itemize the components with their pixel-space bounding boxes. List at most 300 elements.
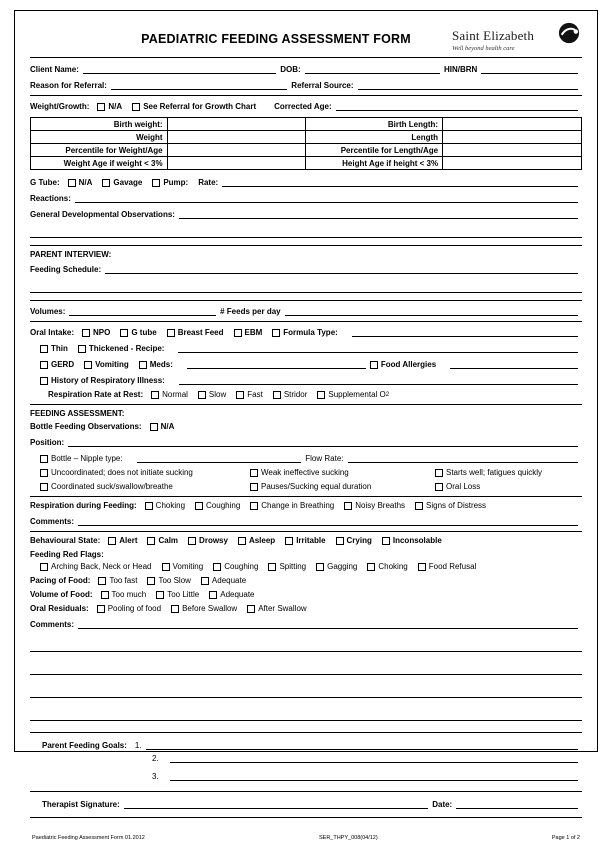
checkbox-icon[interactable] [84, 361, 92, 369]
logo-name: Saint Elizabeth [452, 28, 535, 43]
behav-crying-checkbox[interactable] [336, 536, 372, 545]
resp-coughing-checkbox[interactable] [195, 501, 240, 510]
checkbox-icon[interactable] [156, 591, 164, 599]
checkbox-icon[interactable] [40, 563, 48, 571]
meds-checkbox[interactable] [139, 360, 173, 369]
food-allergies-input[interactable] [450, 358, 578, 369]
history-resp-input[interactable] [179, 374, 578, 385]
pacing-too-fast-label: Too fast [109, 576, 138, 585]
pacing-row [30, 576, 582, 585]
vomiting-checkbox[interactable] [84, 360, 129, 369]
birth-length-label: Birth Length: [306, 118, 443, 131]
residual-after-swallow-checkbox[interactable] [247, 604, 306, 613]
referral-source-label: Referral Source: [291, 81, 354, 90]
feeding-schedule-input[interactable] [105, 263, 578, 274]
checkbox-icon[interactable] [139, 361, 147, 369]
birth-weight-label: Birth weight: [31, 118, 168, 131]
weak-sucking-label: Weak ineffective sucking [261, 468, 349, 477]
checkbox-icon[interactable] [150, 423, 158, 431]
checkbox-icon[interactable] [171, 605, 179, 613]
position-label: Position: [30, 438, 65, 447]
checkbox-icon[interactable] [120, 329, 128, 337]
checkbox-icon[interactable] [201, 577, 209, 585]
coordinated-label: Coordinated suck/swallow/breathe [51, 482, 173, 491]
reactions-row [30, 192, 582, 203]
resp-rate-row [48, 390, 582, 399]
comments-2-input[interactable] [78, 618, 578, 629]
percentile-weight-value[interactable] [167, 144, 306, 157]
behav-drowsy-label: Drowsy [199, 536, 228, 545]
checkbox-icon[interactable] [82, 329, 90, 337]
checkbox-icon[interactable] [147, 577, 155, 585]
gtube-na-label: N/A [78, 178, 93, 187]
birth-weight-value[interactable] [167, 118, 306, 131]
checkbox-icon[interactable] [40, 469, 48, 477]
checkbox-icon[interactable] [367, 563, 375, 571]
flag-coughing-checkbox[interactable] [213, 562, 258, 571]
comments-2-row [30, 618, 582, 629]
checkbox-icon[interactable] [145, 502, 153, 510]
checkbox-icon[interactable] [272, 329, 280, 337]
thickened-label: Thickened - Recipe: [88, 344, 165, 353]
flag-spitting-label: Spitting [279, 562, 307, 571]
checkbox-icon[interactable] [382, 537, 390, 545]
percentile-weight-label: Percentile for Weight/Age [31, 144, 168, 157]
checkbox-icon[interactable] [40, 361, 48, 369]
flag-spitting-checkbox[interactable] [268, 562, 306, 571]
fatigues-label: Starts well; fatigues quickly [446, 468, 543, 477]
gtube-gavage-checkbox[interactable] [102, 178, 142, 187]
gtube-pump-label: Pump: [163, 178, 189, 187]
gtube-label: G Tube: [30, 178, 60, 187]
thin-thickened-row [40, 342, 582, 353]
feeding-schedule-label: Feeding Schedule: [30, 265, 102, 274]
volume-adequate-label: Adequate [220, 590, 255, 599]
resp-rate-slow-label: Slow [208, 390, 227, 399]
growth-see-referral-label: See Referral for Growth Chart [143, 102, 257, 111]
bottle-nipple-label: Bottle – Nipple type: [51, 454, 123, 463]
checkbox-icon[interactable] [97, 605, 105, 613]
behav-calm-checkbox[interactable] [147, 536, 178, 545]
meds-input[interactable] [187, 358, 366, 369]
reactions-input[interactable] [75, 192, 578, 203]
gtube-gavage-label: Gavage [113, 178, 143, 187]
behav-calm-label: Calm [158, 536, 179, 545]
fatigues-checkbox[interactable] [435, 468, 542, 477]
behav-alert-label: Alert [119, 536, 138, 545]
client-name-label: Client Name: [30, 65, 79, 74]
uncoordinated-label: Uncoordinated; does not initiate sucking [51, 468, 193, 477]
oral-residuals-label: Oral Residuals: [30, 604, 89, 613]
organization-logo [452, 26, 582, 52]
thickened-checkbox[interactable] [78, 344, 165, 353]
goal-1-number: 1. [134, 741, 142, 750]
residual-before-swallow-label: Before Swallow [182, 604, 238, 613]
table-row [31, 157, 582, 170]
feeds-per-day-label: # Feeds per day [220, 307, 281, 316]
checkbox-icon[interactable] [268, 563, 276, 571]
thin-label: Thin [51, 344, 68, 353]
resp-during-label: Respiration during Feeding: [30, 501, 137, 510]
page-title: PAEDIATRIC FEEDING ASSESSMENT FORM [141, 32, 411, 46]
checkbox-icon[interactable] [40, 455, 48, 463]
footer-middle: SER_THPY_008(04/12) [318, 835, 378, 841]
checkbox-icon[interactable] [418, 563, 426, 571]
resp-rate-label: Respiration Rate at Rest: [48, 390, 144, 399]
bottle-nipple-input[interactable] [137, 452, 302, 463]
pauses-checkbox[interactable] [250, 482, 425, 491]
goal-2-input[interactable] [170, 752, 578, 763]
behavioural-state-label: Behavioural State: [30, 536, 101, 545]
gtube-row [30, 176, 582, 187]
bottle-obs-na-checkbox[interactable] [150, 422, 175, 431]
checkbox-icon[interactable] [209, 591, 217, 599]
parent-interview-title: PARENT INTERVIEW: [30, 250, 112, 259]
history-resp-checkbox[interactable] [40, 376, 165, 385]
flag-gagging-checkbox[interactable] [316, 562, 357, 571]
oral-loss-checkbox[interactable] [435, 482, 480, 491]
feeding-schedule-line-2[interactable] [30, 281, 582, 293]
divider-1 [30, 95, 582, 96]
hin-label: HIN/BRN [444, 65, 478, 74]
divider-7 [30, 531, 582, 532]
bottle-nipple-checkbox[interactable] [40, 454, 123, 463]
volume-too-much-label: Too much [111, 590, 147, 599]
resp-rate-fast-label: Fast [247, 390, 263, 399]
gtube-rate-label: Rate: [198, 178, 219, 187]
checkbox-icon[interactable] [198, 391, 206, 399]
oral-intake-ebm-label: EBM [244, 328, 263, 337]
comments-1-input[interactable] [78, 515, 578, 526]
checkbox-icon[interactable] [415, 502, 423, 510]
thickened-recipe-input[interactable] [178, 342, 578, 353]
flag-food-refusal-checkbox[interactable] [418, 562, 477, 571]
divider-4 [30, 321, 582, 322]
gtube-rate-input[interactable] [222, 176, 578, 187]
dob-label: DOB: [280, 65, 301, 74]
checkbox-icon[interactable] [97, 103, 105, 111]
position-input[interactable] [68, 436, 578, 447]
comments-line-3[interactable] [30, 686, 582, 698]
height-age-value[interactable] [443, 157, 582, 170]
date-label: Date: [432, 800, 453, 809]
behav-alert-checkbox[interactable] [108, 536, 137, 545]
checkbox-icon[interactable] [68, 179, 76, 187]
bottle-nipple-row [40, 452, 582, 463]
resp-rate-supplemental-sup: 2 [385, 391, 390, 398]
resp-rate-normal-label: Normal [162, 390, 188, 399]
history-resp-label: History of Respiratory Illness: [51, 376, 165, 385]
checkbox-icon[interactable] [316, 563, 324, 571]
volume-too-much-checkbox[interactable] [101, 590, 147, 599]
behav-inconsolable-checkbox[interactable] [382, 536, 442, 545]
comments-line-2[interactable] [30, 663, 582, 675]
checkbox-icon[interactable] [344, 502, 352, 510]
volumes-label: Volumes: [30, 307, 66, 316]
history-resp-row [40, 374, 582, 385]
flag-arching-checkbox[interactable] [40, 562, 152, 571]
behav-asleep-checkbox[interactable] [238, 536, 275, 545]
volumes-row [30, 305, 582, 316]
checkbox-icon[interactable] [98, 577, 106, 585]
general-dev-input[interactable] [179, 208, 578, 219]
flag-coughing-label: Coughing [224, 562, 259, 571]
reactions-label: Reactions: [30, 194, 71, 203]
reason-referral-label: Reason for Referral: [30, 81, 107, 90]
feeds-per-day-input[interactable] [285, 305, 578, 316]
comments-1-label: Comments: [30, 517, 75, 526]
flag-vomiting-checkbox[interactable] [162, 562, 204, 571]
flag-choking-label: Choking [378, 562, 408, 571]
oral-intake-npo-label: NPO [93, 328, 111, 337]
flow-rate-input[interactable] [348, 452, 579, 463]
growth-row [30, 100, 582, 111]
therapist-signature-label: Therapist Signature: [42, 800, 120, 809]
resp-coughing-label: Coughing [206, 501, 241, 510]
formula-type-checkbox[interactable] [272, 328, 338, 337]
weight-age-value[interactable] [167, 157, 306, 170]
gtube-pump-checkbox[interactable] [152, 178, 188, 187]
flag-vomiting-label: Vomiting [172, 562, 204, 571]
goals-row-1 [30, 739, 582, 750]
bottle-obs-row [30, 422, 582, 431]
behav-irritable-checkbox[interactable] [285, 536, 325, 545]
behav-drowsy-checkbox[interactable] [188, 536, 228, 545]
checkbox-icon[interactable] [167, 329, 175, 337]
checkbox-icon[interactable] [108, 537, 116, 545]
length-value[interactable] [443, 131, 582, 144]
referral-source-input[interactable] [358, 79, 578, 90]
divider-8 [30, 732, 582, 733]
red-flags-row [40, 562, 582, 571]
residual-before-swallow-checkbox[interactable] [171, 604, 237, 613]
checkbox-icon[interactable] [152, 179, 160, 187]
resp-choking-checkbox[interactable] [145, 501, 185, 510]
weight-label: Weight [31, 131, 168, 144]
residual-pooling-label: Pooling of food [107, 604, 162, 613]
resp-during-row [30, 501, 582, 510]
meds-label: Meds: [149, 360, 173, 369]
checkbox-icon[interactable] [234, 329, 242, 337]
logo-tagline: Well beyond health care [452, 45, 515, 52]
page-footer [30, 835, 582, 841]
checkbox-icon[interactable] [236, 391, 244, 399]
divider-9 [30, 791, 582, 792]
behav-crying-label: Crying [346, 536, 372, 545]
pacing-adequate-label: Adequate [211, 576, 247, 585]
dob-input[interactable] [305, 63, 440, 74]
footer-left: Paediatric Feeding Assessment Form 01.2012 [32, 835, 145, 841]
goal-1-input[interactable] [146, 739, 578, 750]
food-allergies-checkbox[interactable] [370, 360, 436, 369]
weight-value[interactable] [167, 131, 306, 144]
behav-inconsolable-label: Inconsolable [392, 536, 442, 545]
coordinated-checkbox[interactable] [40, 482, 240, 491]
client-name-row [30, 63, 582, 74]
oral-intake-ebm-checkbox[interactable] [234, 328, 263, 337]
checkbox-icon[interactable] [40, 377, 48, 385]
pacing-label: Pacing of Food: [30, 576, 91, 585]
checkbox-icon[interactable] [273, 391, 281, 399]
pauses-label: Pauses/Sucking equal duration [261, 482, 372, 491]
table-row [31, 118, 582, 131]
gerd-checkbox[interactable] [40, 360, 74, 369]
general-dev-line-2[interactable] [30, 226, 582, 238]
checkbox-icon[interactable] [40, 345, 48, 353]
resp-noisy-breaths-checkbox[interactable] [344, 501, 405, 510]
formula-type-label: Formula Type: [283, 328, 338, 337]
referral-row [30, 79, 582, 90]
divider-2 [30, 245, 582, 246]
checkbox-icon[interactable] [238, 537, 246, 545]
position-row [30, 436, 582, 447]
checkbox-icon[interactable] [370, 361, 378, 369]
formula-type-input[interactable] [352, 326, 578, 337]
bottle-obs-label: Bottle Feeding Observations: [30, 422, 142, 431]
oral-intake-row [30, 326, 582, 337]
comments-2-label: Comments: [30, 620, 75, 629]
flag-choking-checkbox[interactable] [367, 562, 407, 571]
growth-na-checkbox[interactable] [97, 102, 122, 111]
oral-intake-breast-checkbox[interactable] [167, 328, 224, 337]
percentile-length-value[interactable] [443, 144, 582, 157]
checkbox-icon[interactable] [247, 605, 255, 613]
checkbox-icon[interactable] [250, 502, 258, 510]
checkbox-icon[interactable] [250, 483, 258, 491]
uncoordinated-checkbox[interactable] [40, 468, 240, 477]
general-dev-label: General Developmental Observations: [30, 210, 175, 219]
checkbox-icon[interactable] [336, 537, 344, 545]
gerd-label: GERD [51, 360, 75, 369]
client-name-input[interactable] [83, 63, 276, 74]
checkbox-icon[interactable] [78, 345, 86, 353]
checkbox-icon[interactable] [213, 563, 221, 571]
oral-residuals-row [30, 604, 582, 613]
table-row [31, 131, 582, 144]
vomiting-label: Vomiting [95, 360, 129, 369]
resp-rate-normal-checkbox[interactable] [151, 390, 188, 399]
checkbox-icon[interactable] [435, 469, 443, 477]
growth-table [30, 117, 582, 170]
flag-food-refusal-label: Food Refusal [428, 562, 477, 571]
resp-change-breathing-checkbox[interactable] [250, 501, 334, 510]
checkbox-icon[interactable] [285, 537, 293, 545]
resp-rate-stridor-checkbox[interactable] [273, 390, 308, 399]
footer-right: Page 1 of 2 [551, 835, 580, 841]
comments-line-1[interactable] [30, 640, 582, 652]
checkbox-icon[interactable] [195, 502, 203, 510]
goal-2-number: 2. [152, 754, 159, 763]
length-label: Length [306, 131, 443, 144]
checkbox-icon[interactable] [162, 563, 170, 571]
volume-adequate-checkbox[interactable] [209, 590, 254, 599]
oral-intake-label: Oral Intake: [30, 328, 75, 337]
thin-checkbox[interactable] [40, 344, 68, 353]
swoosh-icon [558, 22, 580, 44]
checkbox-icon[interactable] [40, 483, 48, 491]
resp-change-breathing-label: Change in Breathing [261, 501, 335, 510]
footer-divider [30, 817, 582, 818]
feeding-schedule-row [30, 263, 582, 274]
height-age-label: Height Age if height < 3% [306, 157, 443, 170]
form-header [30, 20, 582, 54]
pacing-too-slow-label: Too Slow [158, 576, 191, 585]
resp-rate-supplemental-checkbox[interactable] [317, 390, 389, 399]
behav-asleep-label: Asleep [248, 536, 276, 545]
resp-rate-slow-checkbox[interactable] [198, 390, 226, 399]
birth-length-value[interactable] [443, 118, 582, 131]
weak-sucking-checkbox[interactable] [250, 468, 425, 477]
goals-label: Parent Feeding Goals: [42, 741, 127, 750]
oral-intake-breast-label: Breast Feed [177, 328, 224, 337]
feeding-assessment-title: FEEDING ASSESSMENT: [30, 409, 125, 418]
corrected-age-label: Corrected Age: [274, 102, 332, 111]
corrected-age-input[interactable] [336, 100, 578, 111]
oral-intake-gtube-label: G tube [131, 328, 157, 337]
volume-label: Volume of Food: [30, 590, 93, 599]
residual-pooling-checkbox[interactable] [97, 604, 161, 613]
red-flags-title: Feeding Red Flags: [30, 550, 104, 559]
goal-3-input[interactable] [170, 770, 578, 781]
volumes-input[interactable] [69, 305, 216, 316]
divider-5 [30, 404, 582, 405]
checkbox-icon[interactable] [317, 391, 325, 399]
resp-distress-checkbox[interactable] [415, 501, 486, 510]
goals-row-3 [30, 770, 582, 781]
oral-intake-gtube-checkbox[interactable] [120, 328, 156, 337]
resp-rate-fast-checkbox[interactable] [236, 390, 263, 399]
growth-see-referral-checkbox[interactable] [132, 102, 256, 111]
suck-options-row-1 [40, 468, 582, 477]
therapist-signature-input[interactable] [124, 798, 428, 809]
date-input[interactable] [456, 798, 578, 809]
comments-1-row [30, 515, 582, 526]
gerd-row [40, 358, 582, 369]
divider-3 [30, 300, 582, 301]
volume-too-little-checkbox[interactable] [156, 590, 199, 599]
pacing-too-fast-checkbox[interactable] [98, 576, 137, 585]
checkbox-icon[interactable] [102, 179, 110, 187]
table-row [31, 144, 582, 157]
reason-referral-input[interactable] [111, 79, 287, 90]
volume-too-little-label: Too Little [167, 590, 200, 599]
hin-input[interactable] [481, 63, 578, 74]
divider-6 [30, 496, 582, 497]
resp-noisy-breaths-label: Noisy Breaths [355, 501, 406, 510]
checkbox-icon[interactable] [151, 391, 159, 399]
gtube-na-checkbox[interactable] [68, 178, 93, 187]
flow-rate-label: Flow Rate: [305, 454, 344, 463]
oral-intake-npo-checkbox[interactable] [82, 328, 110, 337]
goal-3-number: 3. [152, 772, 159, 781]
pacing-adequate-checkbox[interactable] [201, 576, 246, 585]
resp-rate-stridor-label: Stridor [283, 390, 308, 399]
checkbox-icon[interactable] [188, 537, 196, 545]
pacing-too-slow-checkbox[interactable] [147, 576, 190, 585]
checkbox-icon[interactable] [147, 537, 155, 545]
weight-age-label: Weight Age if weight < 3% [31, 157, 168, 170]
checkbox-icon[interactable] [101, 591, 109, 599]
checkbox-icon[interactable] [250, 469, 258, 477]
form-content [18, 14, 594, 841]
bottle-obs-na-label: N/A [160, 422, 175, 431]
checkbox-icon[interactable] [132, 103, 140, 111]
checkbox-icon[interactable] [435, 483, 443, 491]
goals-row-2 [30, 752, 582, 763]
general-dev-row [30, 208, 582, 219]
comments-line-4[interactable] [30, 709, 582, 721]
resp-choking-label: Choking [155, 501, 186, 510]
